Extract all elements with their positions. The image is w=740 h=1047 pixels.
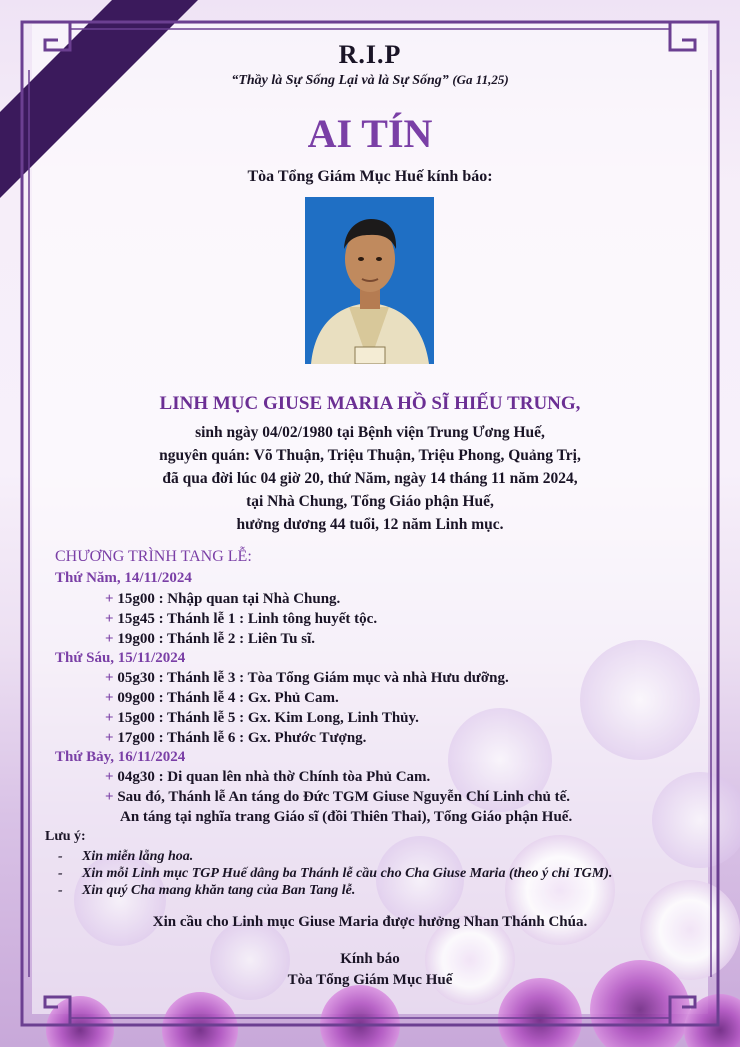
plus-bullet: + — [105, 789, 114, 805]
schedule-item-text: 17g00 : Thánh lễ 6 : Gx. Phước Tượng. — [117, 730, 367, 746]
note-item — [58, 883, 355, 899]
portrait-illustration — [305, 197, 434, 364]
closing-prayer: Xin cầu cho Linh mục Giuse Maria được hưởng Nhan Thánh Chúa. — [152, 914, 588, 930]
schedule-item-text: 19g00 : Thánh lễ 2 : Liên Tu sĩ. — [117, 631, 316, 647]
schedule-item-text: 05g30 : Thánh lễ 3 : Tòa Tổng Giám mục và nhà Hưu dưỡng. — [117, 670, 509, 686]
schedule-item-text: Sau đó, Thánh lễ An táng do Đức TGM Giuse Nguyễn Chí Linh chủ tế. — [117, 789, 571, 805]
schedule-item — [105, 631, 315, 648]
schedule-item — [105, 789, 570, 806]
schedule-title: CHƯƠNG TRÌNH TANG LỄ: — [55, 548, 252, 565]
note-item — [58, 849, 193, 865]
plus-bullet: + — [105, 611, 114, 627]
schedule-item — [105, 710, 419, 727]
plus-bullet: + — [105, 710, 114, 726]
note-dash: - — [58, 883, 63, 898]
quote-reference: (Ga 11,25) — [452, 72, 509, 87]
schedule-item — [105, 730, 366, 747]
plus-bullet: + — [105, 631, 114, 647]
schedule-item-text: 15g00 : Nhập quan tại Nhà Chung. — [117, 591, 341, 607]
bio-line: sinh ngày 04/02/1980 tại Bệnh viện Trung Ương Huế, — [195, 424, 545, 441]
quote-text: “Thầy là Sự Sống Lại và là Sự Sống” — [231, 73, 449, 88]
bio-line: nguyên quán: Võ Thuận, Triệu Thuận, Triệu Phong, Quảng Trị, — [159, 447, 581, 464]
plus-bullet: + — [105, 670, 114, 686]
priest-name: LINH MỤC GIUSE MARIA HỒ SĨ HIẾU TRUNG, — [159, 393, 581, 414]
scripture-quote — [0, 72, 740, 89]
note-dash: - — [58, 866, 63, 881]
plus-bullet: + — [105, 591, 114, 607]
note-text: Xin mỗi Linh mục TGP Huế dâng ba Thánh lễ cầu cho Cha Giuse Maria (theo ý chỉ TGM). — [82, 866, 613, 881]
bio-line: đã qua đời lúc 04 giờ 20, thứ Năm, ngày 14 tháng 11 năm 2024, — [162, 470, 578, 487]
schedule-item — [105, 611, 377, 628]
note-item — [58, 866, 612, 882]
schedule-day: Thứ Sáu, 15/11/2024 — [55, 650, 186, 666]
schedule-item-continuation: An táng tại nghĩa trang Giáo sĩ (đồi Thiên Thai), Tổng Giáo phận Huế. — [120, 809, 573, 825]
plus-bullet: + — [105, 730, 114, 746]
plus-bullet: + — [105, 769, 114, 785]
bio-line: hưởng dương 44 tuổi, 12 năm Linh mục. — [236, 516, 504, 533]
schedule-item — [105, 690, 339, 707]
note-text: Xin miễn lẵng hoa. — [82, 849, 194, 864]
schedule-item-text: 09g00 : Thánh lễ 4 : Gx. Phủ Cam. — [117, 690, 339, 706]
rip-heading: R.I.P — [338, 40, 402, 69]
schedule-item — [105, 670, 509, 687]
note-dash: - — [58, 849, 63, 864]
schedule-item-text: 04g30 : Di quan lên nhà thờ Chính tòa Phủ Cam. — [117, 769, 431, 785]
schedule-item — [105, 591, 340, 608]
schedule-item-text: 15g00 : Thánh lễ 5 : Gx. Kim Long, Linh Thủy. — [117, 710, 419, 726]
plus-bullet: + — [105, 690, 114, 706]
signature: Tòa Tổng Giám Mục Huế — [287, 972, 453, 988]
schedule-item-text: 15g45 : Thánh lễ 1 : Linh tông huyết tộc. — [117, 611, 378, 627]
priest-portrait — [305, 197, 434, 364]
page-title: AI TÍN — [307, 111, 433, 156]
notes-title: Lưu ý: — [45, 829, 86, 844]
note-text: Xin quý Cha mang khăn tang của Ban Tang lễ. — [82, 883, 356, 898]
kinh-bao: Kính báo — [340, 951, 400, 967]
announcer-line: Tòa Tổng Giám Mục Huế kính báo: — [247, 168, 493, 185]
schedule-day: Thứ Năm, 14/11/2024 — [55, 570, 192, 586]
schedule-item — [105, 769, 430, 786]
schedule-day: Thứ Bảy, 16/11/2024 — [55, 749, 186, 765]
bio-line: tại Nhà Chung, Tổng Giáo phận Huế, — [246, 493, 494, 510]
